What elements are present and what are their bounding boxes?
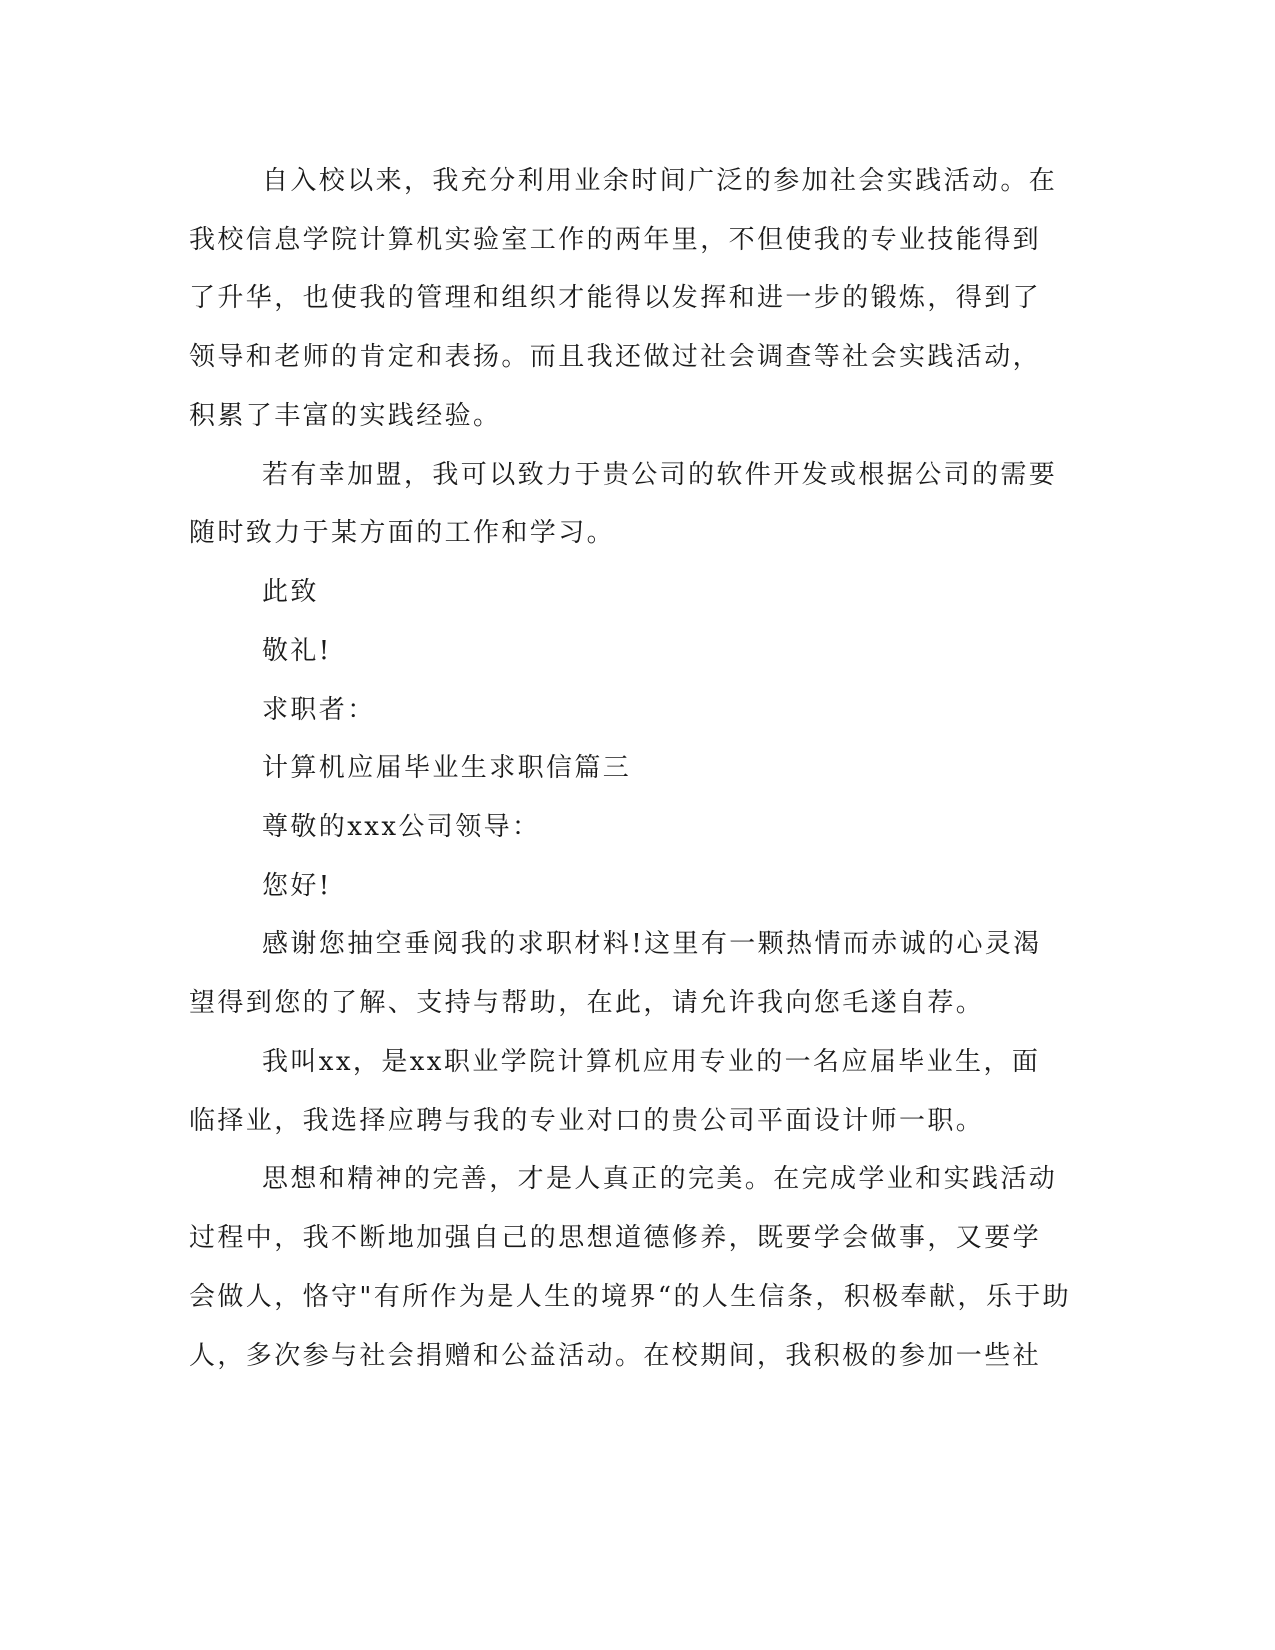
paragraph-line: 过程中，我不断地加强自己的思想道德修养，既要学会做事，又要学 — [189, 1223, 1042, 1253]
closing-line: 敬礼! — [262, 636, 332, 666]
paragraph-line: 人，多次参与社会捐赠和公益活动。在校期间，我积极的参加一些社 — [189, 1341, 1042, 1371]
paragraph-line: 领导和老师的肯定和表扬。而且我还做过社会调查等社会实践活动， — [189, 342, 1042, 372]
greeting-line: 您好! — [262, 871, 332, 901]
paragraph-line: 思想和精神的完善，才是人真正的完美。在完成学业和实践活动 — [262, 1164, 1058, 1194]
paragraph-line: 望得到您的了解、支持与帮助，在此，请允许我向您毛遂自荐。 — [189, 988, 985, 1018]
paragraph-line: 我叫xx，是xx职业学院计算机应用专业的一名应届毕业生，面 — [262, 1047, 1041, 1077]
paragraph-line: 随时致力于某方面的工作和学习。 — [189, 518, 616, 548]
paragraph-line: 感谢您抽空垂阅我的求职材料!这里有一颗热情而赤诚的心灵渴 — [262, 929, 1042, 959]
paragraph-line: 若有幸加盟，我可以致力于贵公司的软件开发或根据公司的需要 — [262, 460, 1058, 490]
paragraph-line: 了升华，也使我的管理和组织才能得以发挥和进一步的锻炼，得到了 — [189, 283, 1042, 313]
paragraph-line: 自入校以来，我充分利用业余时间广泛的参加社会实践活动。在 — [262, 166, 1058, 196]
closing-line: 此致 — [262, 577, 319, 607]
paragraph-line: 我校信息学院计算机实验室工作的两年里，不但使我的专业技能得到 — [189, 225, 1042, 255]
signature-line: 求职者： — [262, 695, 376, 725]
paragraph-line: 积累了丰富的实践经验。 — [189, 401, 502, 431]
paragraph-line: 会做人，恪守"有所作为是人生的境界“的人生信条，积极奉献，乐于助 — [189, 1282, 1072, 1312]
salutation-line: 尊敬的xxx公司领导： — [262, 812, 541, 842]
section-title: 计算机应届毕业生求职信篇三 — [262, 753, 632, 783]
paragraph-line: 临择业，我选择应聘与我的专业对口的贵公司平面设计师一职。 — [189, 1106, 985, 1136]
